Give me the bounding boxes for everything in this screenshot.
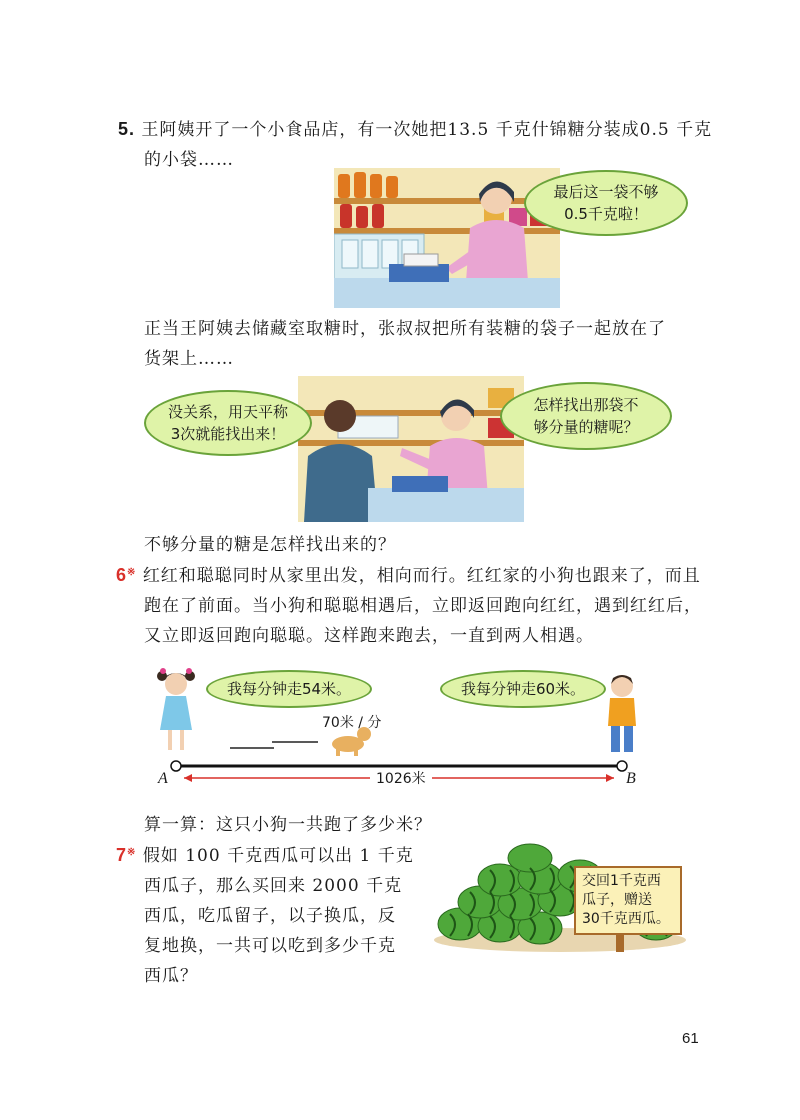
page-number: 61	[682, 1030, 699, 1047]
problem-text-line: 货架上……	[144, 349, 234, 369]
shop-scene-image	[334, 168, 560, 308]
sign-text: 瓜子，赠送	[582, 892, 652, 908]
problem-5	[118, 114, 738, 175]
problem-text-line: 王阿姨开了一个小食品店，有一次她把13.5 千克什锦糖分装成0.5 千克	[141, 120, 713, 140]
star-mark: ※	[127, 567, 137, 578]
sign-text: 交回1千克西	[582, 873, 661, 889]
bubble-text: 0.5千克啦！	[564, 205, 648, 223]
speech-bubble-shopkeeper	[524, 170, 688, 236]
distance-label: 1026米	[370, 768, 432, 788]
bubble-text: 我每分钟走60米。	[460, 680, 586, 698]
problem-text-line: 红红和聪聪同时从家里出发，相向而行。红红家的小狗也跟来了，而且	[142, 566, 701, 586]
bubble-text: 最后这一袋不够	[553, 183, 659, 201]
point-b-label: B	[626, 770, 636, 787]
speech-bubble-boy	[440, 670, 606, 708]
problem-text-line: 西瓜，吃瓜留子，以子换瓜，反	[144, 906, 396, 926]
problem-text-line: 正当王阿姨去储藏室取糖时，张叔叔把所有装糖的袋子一起放在了	[144, 319, 666, 339]
problem-text-line: 复地换，一共可以吃到多少千克	[144, 936, 396, 956]
speech-bubble-man	[144, 390, 312, 456]
girl-figure	[157, 668, 195, 750]
sign-text: 30千克西瓜。	[582, 911, 670, 927]
speech-bubble-girl	[206, 670, 372, 708]
problem-number: 6※	[116, 565, 137, 585]
shop-illustration-1	[334, 168, 560, 308]
problem-5-question: 不够分量的糖是怎样找出来的？	[144, 535, 396, 555]
bubble-text: 怎样找出那袋不	[533, 396, 639, 414]
problem-7	[116, 840, 436, 991]
bubble-text: 够分量的糖呢？	[533, 418, 639, 436]
problem-text-line: 西瓜？	[144, 966, 198, 986]
bubble-text: 没关系，用天平称	[167, 403, 288, 421]
problem-text-line: 西瓜子，那么买回来 2000 千克	[144, 876, 403, 896]
shop-illustration-2	[298, 376, 524, 522]
shop-scene-image-2	[298, 376, 524, 522]
bubble-text: 3次就能找出来！	[170, 425, 286, 443]
bubble-text: 我每分钟走54米。	[226, 680, 352, 698]
problem-number: 5.	[118, 119, 136, 139]
problem-6-question: 算一算：这只小狗一共跑了多少米？	[144, 815, 432, 835]
dog-speed-label: 70米 / 分	[322, 715, 382, 731]
point-a-label: A	[158, 770, 168, 787]
boy-figure	[608, 675, 636, 752]
problem-text-line: 的小袋……	[144, 150, 234, 170]
problem-text-line: 假如 100 千克西瓜可以出 1 千克	[142, 846, 414, 866]
star-mark: ※	[127, 847, 137, 858]
exchange-sign	[574, 866, 682, 935]
problem-text-line: 跑在了前面。当小狗和聪聪相遇后，立即返回跑向红红，遇到红红后，	[144, 596, 702, 616]
problem-6	[116, 560, 746, 651]
problem-number: 7※	[116, 845, 137, 865]
problem-5-middle-text	[144, 314, 744, 374]
speech-bubble-woman	[500, 382, 672, 450]
problem-text-line: 又立即返回跑向聪聪。这样跑来跑去，一直到两人相遇。	[144, 626, 594, 646]
